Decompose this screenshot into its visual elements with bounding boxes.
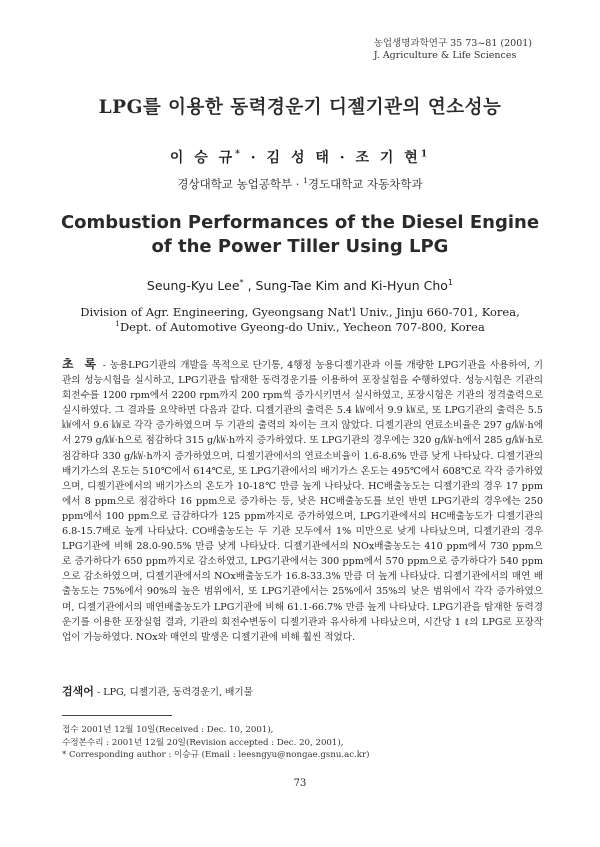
affiliation-mark: 1: [115, 319, 120, 329]
corresponding-mark: *: [239, 276, 244, 287]
affiliation-ko-2: 경도대학교 자동차학과: [307, 177, 423, 191]
author-en-1: Seung-Kyu Lee: [146, 278, 240, 293]
keywords-label: 검색어: [62, 685, 94, 698]
authors-en-rest: , Sung-Tae Kim and Ki-Hyun Cho: [243, 278, 448, 293]
affiliation-korean: [0, 176, 600, 192]
affiliation-mark: 1: [303, 176, 308, 186]
footnotes: [62, 724, 543, 762]
journal-header: [374, 38, 532, 62]
affiliation-en-line2-wrap: [0, 320, 600, 335]
authors-ko-rest: · 김 성 태 · 조 기 현: [242, 150, 421, 166]
abstract: [62, 357, 543, 645]
affiliation-mark: 1: [420, 148, 431, 160]
journal-citation: 농업생명과학연구 35 73~81 (2001): [373, 38, 532, 49]
title-korean: LPG를 이용한 동력경운기 디젤기관의 연소성능: [98, 97, 502, 118]
authors-korean: [0, 147, 600, 167]
abstract-label: 초 록: [62, 357, 100, 371]
affiliation-english: [0, 305, 600, 335]
keywords-text: - LPG, 디젤기관, 동력경운기, 배기물: [93, 687, 253, 698]
affiliation-mark: 1: [447, 276, 454, 287]
journal-name: J. Agriculture & Life Sciences: [373, 50, 517, 61]
affiliation-en-line1: Division of Agr. Engineering, Gyeongsang Nat'l Univ., Jinju 660-701, Korea,: [80, 305, 520, 319]
footnote-corresponding: * Corresponding author : 이승규 (Email : leesngyu@nongae.gsnu.ac.kr): [62, 750, 370, 760]
title-english: [0, 211, 600, 259]
page-number: 73: [293, 778, 307, 789]
footnote-received: 접수 2001년 12월 10일(Received : Dec. 10, 2001),: [62, 725, 274, 735]
affiliation-en-line2: Dept. of Automotive Gyeong-do Univ., Yecheon 707-800, Korea: [119, 320, 485, 334]
corresponding-mark: *: [235, 148, 243, 160]
author-ko-1: 이 승 규: [169, 150, 236, 166]
affiliation-ko-1: 경상대학교 농업공학부 ·: [177, 177, 304, 191]
abstract-text: - 농용LPG기관의 개발을 목적으로 단기통, 4행정 농용디젤기관과 이를 개량한 LPG기관을 사용하여, 기관의 성능시험을 실시하고, LPG기관을 탑재한 동력경운기를 이용하여 포장실험을 수행하였다. 성능시험은 기관의 회전수를 1200 rpm에서 2200 rpm까지 200 rpm씩 증가시키면서 실시하였고, 포장시험은 기관의 정격출력으로 실시하였다. 그 결과를 요약하면 다음과 같다. 디젤기관의 출력은 5.4 ㎾에서 9.9 ㎾로, 또 LPG기관의 출력은 5.5 ㎾에서 9.6 ㎾로 각각 증가하였으며 두 기관의 출력의 차이는 크지 않았다. 디젤기관의 연료소비율은 297 g/㎾·h에서 279 g/㎾·h으로 점감하다 315 g/㎾·h까지 증가하였다. 또 LPG기관의 경우에는 320 g/㎾·h에서 285 g/㎾·h로 점감하다 330 g/㎾·h까지 증가하였으며, 디젤기관에서의 연료소비율이 1.6-8.6% 만큼 낮게 나타났다. 디젤기관의 배기가스의 온도는 510℃에서 614℃로, 또 LPG기관에서의 배기가스 온도는 495℃에서 608℃로 각각 증가하였으며, 디젤기관에서의 배기가스의 온도가 10-18℃ 만큼 높게 나타났다. HC배출농도는 디젤기관의 경우 17 ppm에서 8 ppm으로 점감하다 16 ppm으로 증가하는 등, 낮은 HC배출농도를 보인 반면 LPG기관의 경우에는 250 ppm에서 100 ppm으로 급감하다가 125 ppm까지로 증가하였으며, LPG기관에서의 HC배출농도가 디젤기관의 6.8-15.7배로 높게 나타났다. CO배출농도는 두 기관 모두에서 1% 미만으로 낮게 나타났으며, 디젤기관의 경우 LPG기관에 비해 28.0-90.5% 만큼 낮게 나타났다. 디젤기관에서의 NOx배출농도는 410 ppm에서 730 ppm으로 증가하다가 650 ppm까지로 감소하였고, LPG기관에서는 300 ppm에서 570 ppm으로 증가하다가 540 ppm으로 감소하였으며, 디젤기관에서의 NOx배출농도가 16.8-33.3% 만큼 더 높게 나타났다. 디젤기관에서의 매연 배출농도는 75%에서 90%의 높은 범위에서, 또 LPG기관에서는 25%에서 35%의 낮은 범위에서 각각 증가하였으며, 디젤기관에서의 매연배출농도가 LPG기관에 비해 61.1-66.7% 만큼 높게 나타났다. LPG기관을 탑재한 동력경운기를 이용한 포장실험 결과, 기관의 회전수변동이 디젤기관과 유사하게 나타났으며, 시간당 1 ℓ의 LPG로 포장작업이 가능하였다. NOx와 매연의 발생은 디젤기관에 비해 훨씬 적었다.: [62, 360, 543, 643]
title-en-line1: Combustion Performances of the Diesel Engine: [60, 212, 540, 233]
footnote-divider: [62, 715, 172, 716]
title-en-line2: of the Power Tiller Using LPG: [151, 236, 449, 257]
keywords: [62, 683, 543, 699]
footnote-accepted: 수정본수리 : 2001년 12월 20일(Revision accepted : Dec. 20, 2001),: [62, 737, 344, 748]
authors-english: [0, 278, 600, 293]
